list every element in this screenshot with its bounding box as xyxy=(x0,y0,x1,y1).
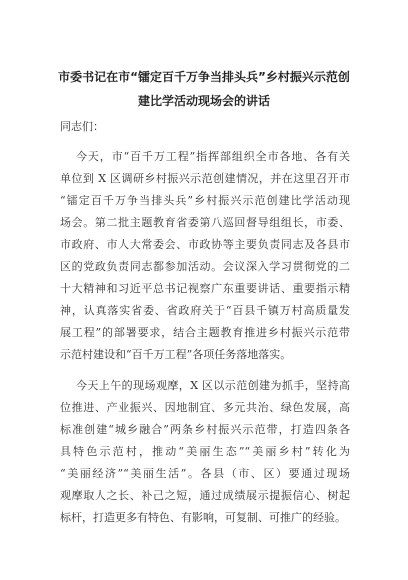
paragraph-1-line-7: 十大精神和习近平总书记视察广东重要讲话、重要指示精 xyxy=(60,282,350,295)
paragraph-1-line-10: 示范村建设和“百千万工程”各项任务落地落实。 xyxy=(60,348,292,361)
paragraph-2-line-7: 标杆，打造更多有特色、有影响，可复制、可推广的经验。 xyxy=(60,511,346,524)
paragraph-2-line-6: 观摩取人之长、补己之短，通过成绩展示提振信心、树起 xyxy=(60,489,350,502)
document-title-line-1: 市委书记在市“镭定百千万争当排头兵”乡村振兴示范创 xyxy=(58,70,350,84)
paragraph-2-line-1: 今天上午的现场观摩，X 区以示范创建为抓手，坚持高 xyxy=(76,379,350,392)
paragraph-1-line-9: 展工程”的部署要求，结合主题教育推进乡村振兴示范带 xyxy=(60,326,350,339)
paragraph-1-line-1: 今天，市“百千万工程”指挥部组织全市各地、各有关 xyxy=(76,150,350,163)
paragraph-1-line-3: “镭定百千万争当排头兵”乡村振兴示范创建比学活动现 xyxy=(60,194,350,207)
document-title-line-2: 建比学活动现场会的讲话 xyxy=(137,94,270,108)
paragraph-1-line-2: 单位到 X 区调研乡村振兴示范创建情况，并在这里召开市 xyxy=(60,172,350,185)
paragraph-2-line-4: 具特色示范村，推动“美丽生态”“美丽乡村”转化为 xyxy=(60,445,350,458)
paragraph-1-line-6: 区的党政负责同志都参加活动。会议深入学习贯彻党的二 xyxy=(60,260,350,273)
paragraph-2-line-5: “美丽经济”“美丽生活”。各县（市、区）要通过现场 xyxy=(60,467,350,480)
paragraph-1-line-5: 市政府、市人大常委会、市政协等主要负责同志及各县市 xyxy=(60,238,350,251)
paragraph-2-line-2: 位推进、产业振兴、因地制宜、多元共治、绿色发展，高 xyxy=(60,401,350,414)
salutation: 同志们： xyxy=(60,120,104,133)
paragraph-1-line-8: 神，认真落实省委、省政府关于“百县千镇万村高质量发 xyxy=(60,304,350,317)
paragraph-1-line-4: 场会。第二批主题教育省委第八巡回督导组组长，市委、 xyxy=(60,216,350,229)
paragraph-2-line-3: 标准创建“城乡融合”两条乡村振兴示范带，打造四条各 xyxy=(60,423,350,436)
